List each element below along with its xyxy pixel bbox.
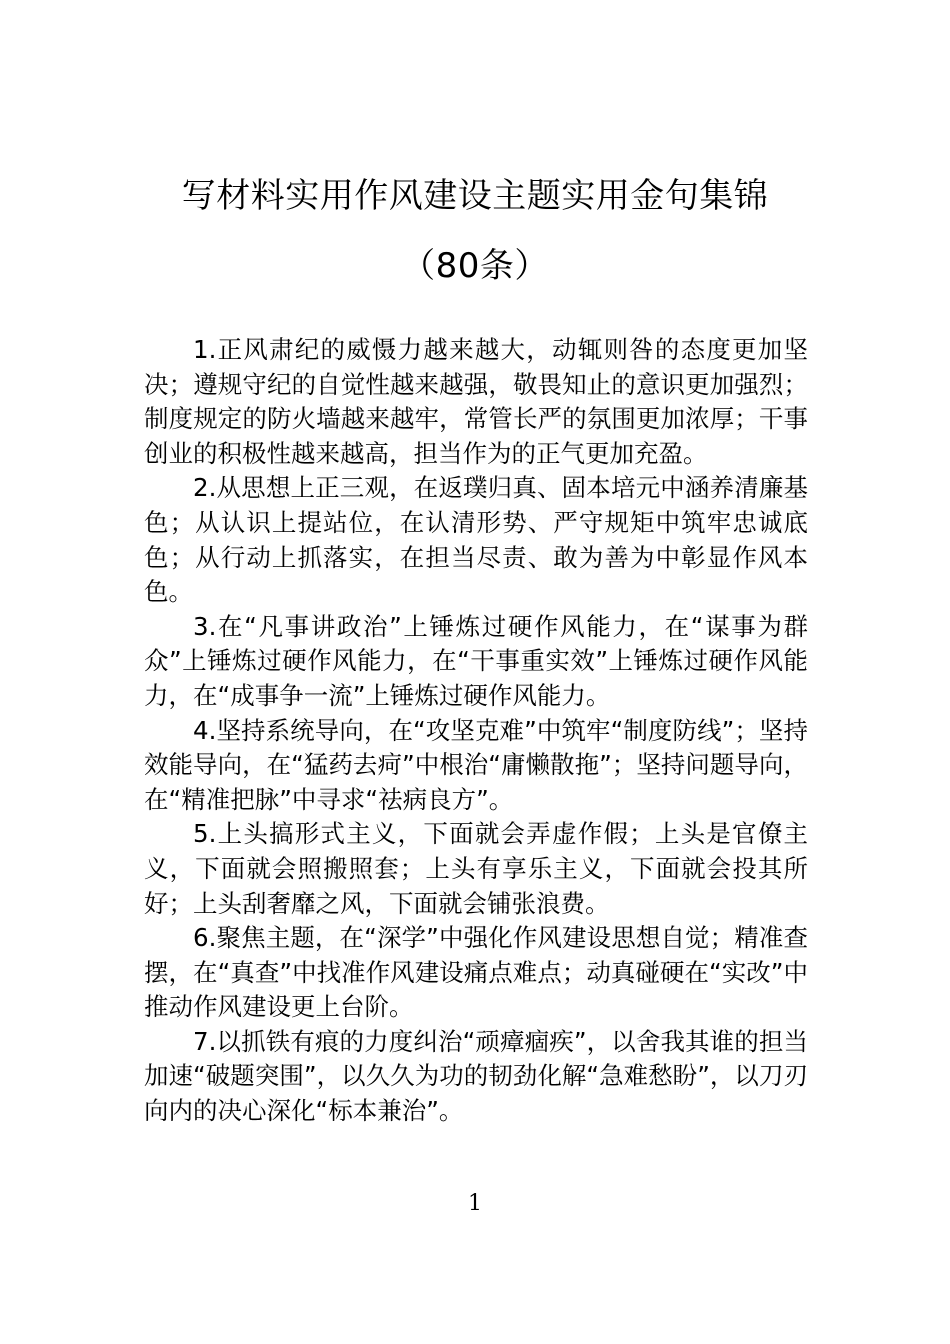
document-title: 写材料实用作风建设主题实用金句集锦: [181, 176, 769, 216]
paragraph-4: 4.坚持系统导向，在“攻坚克难”中筑牢“制度防线”；坚持效能导向，在“猛药去疴”中根治“庸懒散拖”；坚持问题导向，在“精准把脉”中寻求“祛病良方”。: [144, 715, 808, 814]
paragraph-5: 5.上头搞形式主义，下面就会弄虚作假；上头是官僚主义，下面就会照搬照套；上头有享乐主义，下面就会投其所好；上头刮奢靡之风，下面就会铺张浪费。: [144, 819, 808, 918]
document-body: [144, 333, 808, 1129]
document-subtitle: （80条）: [401, 246, 549, 286]
paragraph-1: 1.正风肃纪的威慑力越来越大，动辄则咎的态度更加坚决；遵规守纪的自觉性越来越强，敬畏知止的意识更加强烈；制度规定的防火墙越来越牢，常管长严的氛围更加浓厚；干事创业的积极性越来越高，担当作为的正气更加充盈。: [144, 335, 808, 468]
paragraph-6: 6.聚焦主题，在“深学”中强化作风建设思想自觉；精准查摆，在“真查”中找准作风建设痛点难点；动真碰硬在“实改”中推动作风建设更上台阶。: [144, 923, 808, 1022]
page-number: 1: [468, 1191, 482, 1216]
paragraph-2: 2.从思想上正三观，在返璞归真、固本培元中涵养清廉基色；从认识上提站位，在认清形势、严守规矩中筑牢忠诚底色；从行动上抓落实，在担当尽责、敢为善为中彰显作风本色。: [144, 473, 808, 607]
paragraph-7: 7.以抓铁有痕的力度纠治“顽瘴痼疾”，以舍我其谁的担当加速“破题突围”，以久久为功的韧劲化解“急难愁盼”，以刀刃向内的决心深化“标本兼治”。: [144, 1026, 808, 1126]
paragraph-3: 3.在“凡事讲政治”上锤炼过硬作风能力，在“谋事为群众”上锤炼过硬作风能力，在“干事重实效”上锤炼过硬作风能力，在“成事争一流”上锤炼过硬作风能力。: [144, 611, 808, 710]
